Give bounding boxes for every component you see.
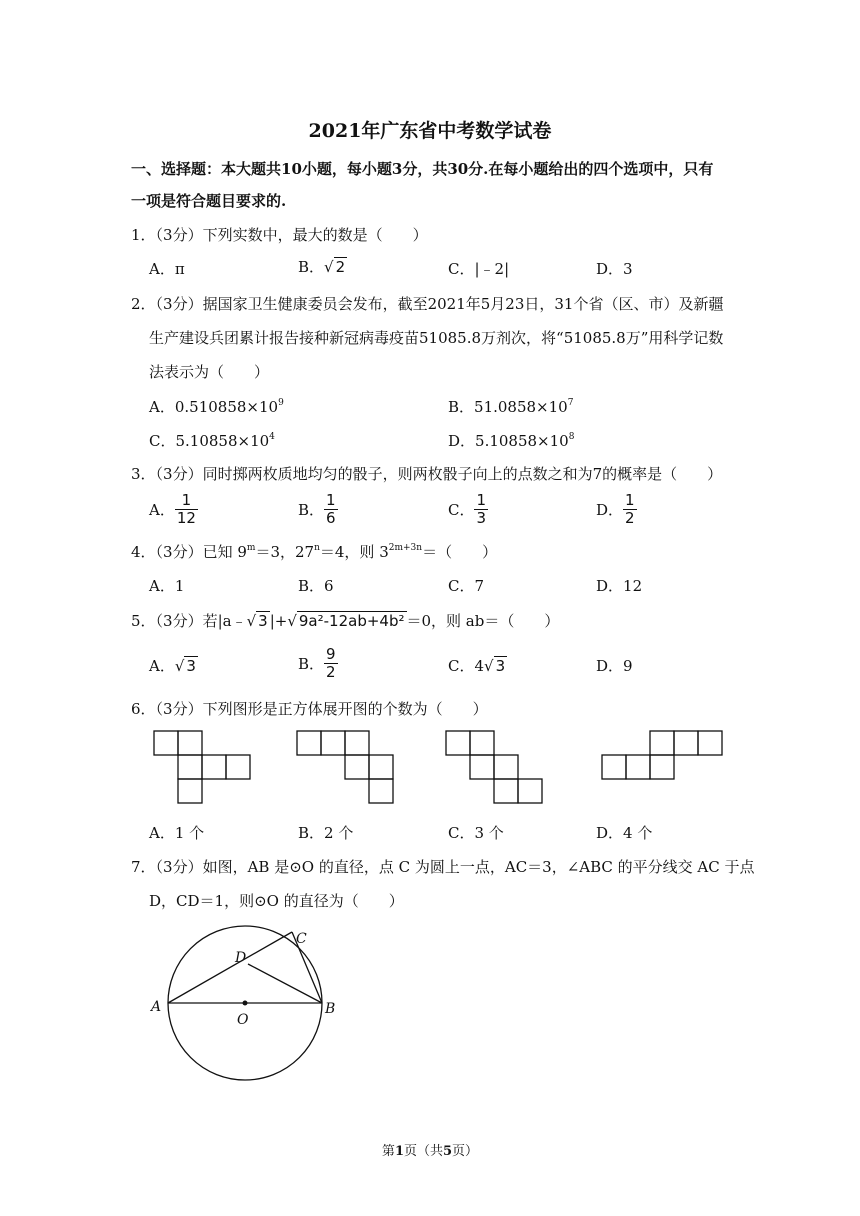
q5-option-b: B． $\frac{9}{2}$ bbox=[298, 645, 336, 681]
q5-option-d: D．9 bbox=[596, 657, 633, 675]
center-point-o bbox=[243, 1001, 248, 1006]
question-3-stem: 3．（3分）同时掷两枚质地均匀的骰子，则两枚骰子向上的点数之和为7的概率是（ ） bbox=[131, 465, 723, 483]
fraction: $\frac{1}{2}$ bbox=[625, 491, 635, 527]
page-title: 2021年广东省中考数学试卷 bbox=[308, 120, 552, 142]
q2-option-a: A．$0.510858\times 10^9$ bbox=[149, 398, 284, 416]
fraction: $\frac{1}{6}$ bbox=[326, 491, 336, 527]
question-6-stem: 6．（3分）下列图形是正方体展开图的个数为（ ） bbox=[131, 700, 488, 718]
q4-option-c: C．7 bbox=[448, 577, 485, 595]
question-7-line2: D，CD＝1，则⊙O 的直径为（ ） bbox=[149, 892, 404, 910]
q6-option-a: A．1 个 bbox=[149, 824, 205, 842]
label-a: A bbox=[151, 999, 162, 1015]
label-o: O bbox=[237, 1012, 249, 1028]
q2-option-b: B．$51.0858\times 10^7$ bbox=[448, 398, 574, 416]
q1-option-b: B．√ 2 bbox=[298, 258, 346, 276]
cube-net-1 bbox=[154, 731, 250, 803]
q5-option-c: C．4√ 3 bbox=[448, 657, 506, 675]
q3-option-a: A． $\frac{1}{12}$ bbox=[149, 491, 196, 527]
bisector-bd bbox=[248, 964, 322, 1003]
cube-net-2 bbox=[297, 731, 393, 803]
question-2-line3: 法表示为（ ） bbox=[149, 363, 270, 381]
q5-option-a: A．√ 3 bbox=[149, 657, 196, 675]
label-b: B bbox=[325, 1001, 336, 1017]
fraction: $\frac{1}{12}$ bbox=[176, 491, 196, 527]
q2-option-c: C．$5.10858\times 10^4$ bbox=[149, 432, 275, 450]
question-1-stem: 1．（3分）下列实数中，最大的数是（ ） bbox=[131, 226, 428, 244]
q3-option-c: C． $\frac{1}{3}$ bbox=[448, 491, 487, 527]
question-7-line1: 7．（3分）如图，AB 是⊙O 的直径，点 C 为圆上一点，AC＝3，∠ABC 的平分线交 AC 于点 bbox=[131, 858, 755, 876]
q4-option-d: D．12 bbox=[596, 577, 643, 595]
cube-net-4 bbox=[602, 731, 722, 779]
question-4-stem: 4．（3分）已知 $9^m=3$，$27^n=4$，则 $3^{2m+3n}=$（ ） bbox=[131, 543, 498, 561]
q3-option-d: D． $\frac{1}{2}$ bbox=[596, 491, 635, 527]
q1-option-c: C．|﹣2| bbox=[448, 260, 510, 278]
fraction: $\frac{9}{2}$ bbox=[326, 645, 336, 681]
q4-option-a: A．1 bbox=[149, 577, 185, 595]
question-5-stem: 5．（3分）若|a﹣√ 3 |+√ 9a²-12ab+4b² ＝0，则 ab＝（ ） bbox=[131, 612, 560, 630]
cube-net-3 bbox=[446, 731, 542, 803]
q1-option-a: A．π bbox=[149, 260, 185, 278]
question-2-line1: 2．（3分）据国家卫生健康委员会发布，截至2021年5月23日，31个省（区、市）及新疆 bbox=[131, 295, 724, 313]
sqrt-expression: √ 2 bbox=[324, 258, 346, 276]
q6-option-b: B．2 个 bbox=[298, 824, 354, 842]
q6-option-d: D．4 个 bbox=[596, 824, 653, 842]
label-c: C bbox=[296, 931, 307, 947]
fraction: $\frac{1}{3}$ bbox=[476, 491, 487, 527]
q3-option-b: B． $\frac{1}{6}$ bbox=[298, 491, 336, 527]
q2-option-d: D．$5.10858\times 10^8$ bbox=[448, 432, 575, 450]
chord-ac bbox=[168, 932, 292, 1003]
question-2-line2: 生产建设兵团累计报告接种新冠病毒疫苗51085.8万剂次，将“51085.8万”用科学记数 bbox=[149, 329, 724, 347]
label-d: D bbox=[235, 950, 247, 966]
page-footer: 第1页（共5页） bbox=[381, 1144, 479, 1159]
q6-option-c: C．3 个 bbox=[448, 824, 504, 842]
q1-option-d: D．3 bbox=[596, 260, 633, 278]
section-heading-line2: 一项是符合题目要求的. bbox=[131, 192, 287, 210]
q4-option-b: B．6 bbox=[298, 577, 334, 595]
section-heading-line1: 一、选择题：本大题共10小题，每小题3分，共30分.在每小题给出的四个选项中，只有 bbox=[131, 160, 714, 178]
